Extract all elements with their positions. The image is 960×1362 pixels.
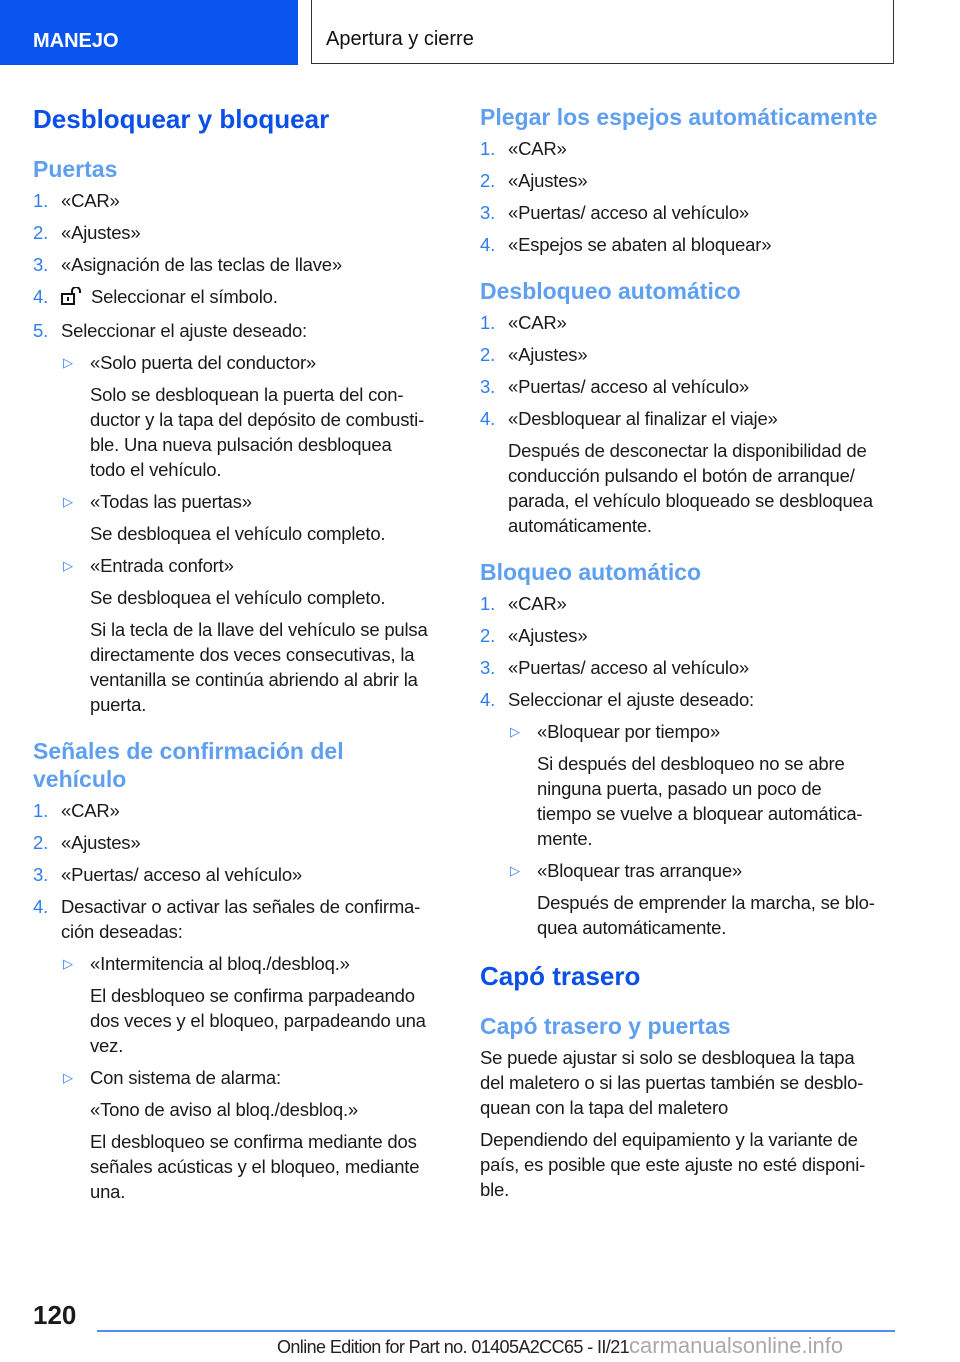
- list-item: [480, 655, 910, 680]
- bullet-item: [33, 951, 463, 976]
- triangle-bullet-icon: ▷: [510, 863, 520, 878]
- subsection-heading: Bloqueo automático: [480, 559, 702, 585]
- paragraph: Se desbloquea el vehículo completo.: [90, 587, 386, 608]
- list-item: [33, 894, 463, 944]
- list-item-text: «Ajustes»: [61, 832, 141, 853]
- triangle-bullet-icon: ▷: [63, 355, 73, 370]
- list-item: [480, 136, 910, 161]
- list-number: 1.: [33, 800, 49, 821]
- subsection-heading: Puertas: [33, 156, 118, 182]
- list-item-text: «Desbloquear al finalizar el viaje»: [508, 408, 778, 429]
- bullet-item: [33, 350, 463, 375]
- list-item: [33, 862, 463, 887]
- edition-text: Online Edition for Part no. 01405A2CC65 - II/21: [277, 1337, 630, 1357]
- list-number: 4.: [480, 234, 496, 255]
- list-number: 1.: [480, 593, 496, 614]
- bullet-text: «Bloquear tras arranque»: [537, 860, 743, 881]
- list-item-text: «CAR»: [61, 800, 120, 821]
- bullet-text: Con sistema de alarma:: [90, 1067, 281, 1088]
- list-item: [33, 220, 463, 245]
- triangle-bullet-icon: ▷: [63, 956, 73, 971]
- list-item-text: «Ajustes»: [508, 170, 588, 191]
- paragraph: Se puede ajustar si solo se desbloquea la tapa del maletero o si las puertas también se desblo- quean con la tapa del maletero: [480, 1047, 864, 1118]
- bullet-text: «Todas las puertas»: [90, 491, 252, 512]
- list-item-text: «CAR»: [508, 593, 567, 614]
- list-number: 4.: [480, 408, 496, 429]
- subsection-heading: Señales de confirmación del vehículo: [33, 738, 344, 792]
- page-number: 120: [33, 1300, 77, 1330]
- bullet-text: «Bloquear por tiempo»: [537, 721, 720, 742]
- left-column: [33, 103, 463, 1211]
- list-number: 4.: [33, 286, 49, 307]
- list-item-text: «Puertas/ acceso al vehículo»: [508, 376, 750, 397]
- subsection-heading: Desbloqueo automático: [480, 278, 741, 304]
- list-item: [480, 342, 910, 367]
- right-column: [480, 103, 910, 1209]
- list-item-text: «CAR»: [508, 312, 567, 333]
- triangle-bullet-icon: ▷: [63, 1070, 73, 1085]
- list-number: 1.: [480, 312, 496, 333]
- watermark: carmanualsonline.info: [629, 1333, 844, 1358]
- bullet-item: [33, 489, 463, 514]
- paragraph: «Tono de aviso al bloq./desbloq.»: [90, 1099, 359, 1120]
- list-item-text: Seleccionar el ajuste deseado:: [61, 320, 307, 341]
- list-item: [33, 188, 463, 213]
- bullet-text: «Solo puerta del conductor»: [90, 352, 317, 373]
- bullet-item: [480, 858, 910, 883]
- paragraph: Después de desconectar la disponibilidad de conducción pulsando el botón de arranque/ parada, el vehículo bloqueado se desbloquea automáticamente.: [508, 440, 873, 536]
- list-item-text: Desactivar o activar las señales de confirma- ción deseadas:: [61, 896, 421, 942]
- list-item: [480, 200, 910, 225]
- list-number: 2.: [480, 344, 496, 365]
- list-number: 1.: [480, 138, 496, 159]
- list-item-text: «Asignación de las teclas de llave»: [61, 254, 342, 275]
- list-item-text: «Ajustes»: [508, 344, 588, 365]
- list-item-text: «Puertas/ acceso al vehículo»: [61, 864, 303, 885]
- list-number: 4.: [480, 689, 496, 710]
- list-number: 2.: [480, 625, 496, 646]
- bullet-item: [33, 553, 463, 578]
- paragraph: Se desbloquea el vehículo completo.: [90, 523, 386, 544]
- list-item: [33, 798, 463, 823]
- list-item: [33, 318, 463, 343]
- list-item-text: «Ajustes»: [61, 222, 141, 243]
- footer-divider: [97, 1330, 895, 1332]
- list-number: 3.: [480, 202, 496, 223]
- list-number: 3.: [33, 864, 49, 885]
- subsection-heading: Plegar los espejos automáticamente: [480, 104, 878, 130]
- subsection-heading: Capó trasero y puertas: [480, 1013, 731, 1039]
- list-item: [480, 310, 910, 335]
- list-item: [480, 623, 910, 648]
- section-tab: [0, 0, 298, 65]
- triangle-bullet-icon: ▷: [510, 724, 520, 739]
- paragraph: Si la tecla de la llave del vehículo se pulsa directamente dos veces consecutivas, la ventanilla se continúa abriendo al abrir la puerta.: [90, 619, 428, 715]
- triangle-bullet-icon: ▷: [63, 558, 73, 573]
- paragraph: Si después del desbloqueo no se abre ninguna puerta, pasado un poco de tiempo se vuelve a bloquear automática- mente.: [537, 753, 863, 849]
- list-item-text: «CAR»: [61, 190, 120, 211]
- bullet-text: «Entrada confort»: [90, 555, 234, 576]
- chapter-title: Apertura y cierre: [326, 28, 474, 50]
- list-number: 2.: [480, 170, 496, 191]
- list-number: 4.: [33, 896, 49, 917]
- list-item-text: Seleccionar el ajuste deseado:: [508, 689, 754, 710]
- triangle-bullet-icon: ▷: [63, 494, 73, 509]
- bullet-text: «Intermitencia al bloq./desbloq.»: [90, 953, 350, 974]
- list-number: 3.: [33, 254, 49, 275]
- list-item: [33, 252, 463, 277]
- list-number: 2.: [33, 832, 49, 853]
- paragraph: Dependiendo del equipamiento y la variante de país, es posible que este ajuste no esté disponi- ble.: [480, 1129, 866, 1200]
- paragraph: Solo se desbloquean la puerta del con- ductor y la tapa del depósito de combusti- ble. Una nueva pulsación desbloquea todo el vehículo.: [90, 384, 425, 480]
- list-number: 1.: [33, 190, 49, 211]
- bullet-item: [33, 1065, 463, 1090]
- list-item: [480, 374, 910, 399]
- paragraph: El desbloqueo se confirma mediante dos señales acústicas y el bloqueo, mediante una.: [90, 1131, 420, 1202]
- section-heading: Desbloquear y bloquear: [33, 104, 330, 134]
- list-item-text: «Puertas/ acceso al vehículo»: [508, 657, 750, 678]
- list-item: [480, 591, 910, 616]
- bullet-item: [480, 719, 910, 744]
- list-item: [33, 284, 463, 311]
- list-item-text: Seleccionar el símbolo.: [91, 286, 278, 307]
- paragraph: El desbloqueo se confirma parpadeando dos veces y el bloqueo, parpadeando una vez.: [90, 985, 426, 1056]
- list-item-text: «CAR»: [508, 138, 567, 159]
- list-number: 3.: [480, 657, 496, 678]
- section-heading: Capó trasero: [480, 961, 641, 991]
- list-number: 2.: [33, 222, 49, 243]
- footer-edition: [277, 1333, 843, 1359]
- section-title: MANEJO: [33, 30, 119, 52]
- lock-open-icon: [61, 286, 83, 311]
- list-item: [480, 687, 910, 712]
- list-item: [480, 168, 910, 193]
- list-number: 3.: [480, 376, 496, 397]
- list-item: [480, 406, 910, 431]
- list-item: [480, 232, 910, 257]
- list-number: 5.: [33, 320, 49, 341]
- list-item: [33, 830, 463, 855]
- paragraph: Después de emprender la marcha, se blo- quea automáticamente.: [537, 892, 875, 938]
- list-item-text: «Ajustes»: [508, 625, 588, 646]
- chapter-tab: [311, 0, 894, 64]
- list-item-text: «Puertas/ acceso al vehículo»: [508, 202, 750, 223]
- list-item-text: «Espejos se abaten al bloquear»: [508, 234, 772, 255]
